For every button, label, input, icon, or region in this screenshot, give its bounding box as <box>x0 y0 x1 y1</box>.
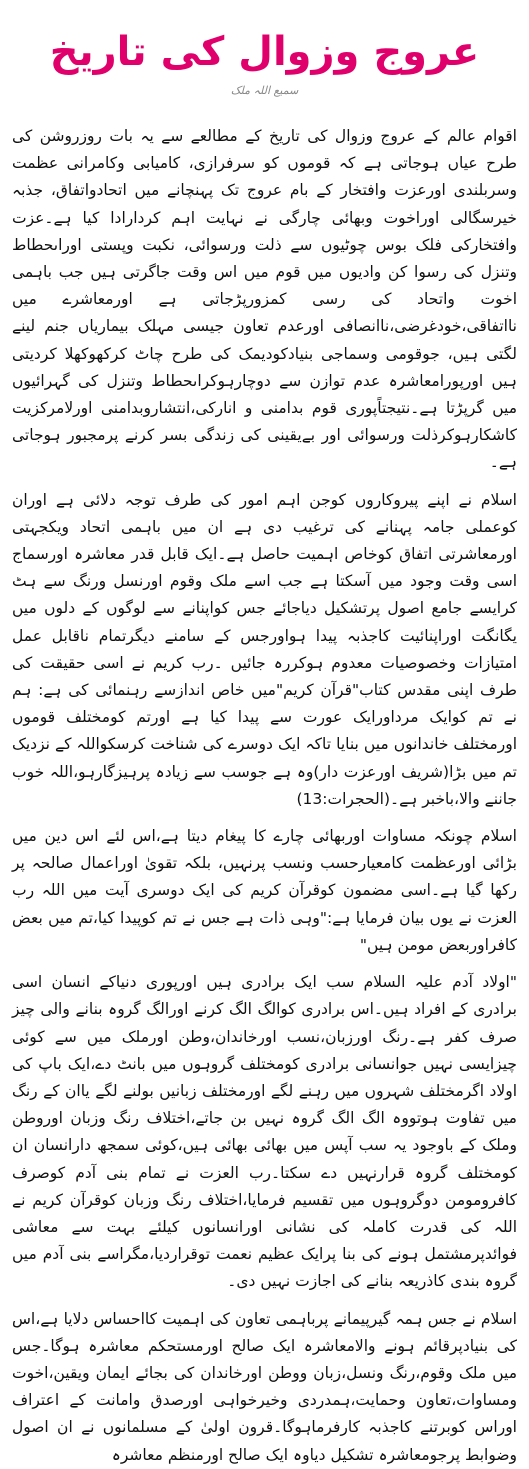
article-paragraph-4: "اولاد آدم علیہ السلام سب ایک برادری ہیں اورپوری دنیاکے انسان اسی برادری کے افراد ہیں۔اس برادری کوالگ الگ کرنے اورالگ گروہ بنانے والی چیز صرف کفر ہے۔رنگ اورزبان،نسب اورخاندان،وطن اورملک میں سے کوئی چیزایسی نہیں جوانسانی برادری کومختلف گروہوں میں بانٹ دے،ایک باپ کی اولاد اگرمختلف شہروں میں رہنے لگے اورمختلف زبانیں بولنے لگے یاان کے رنگ میں تفاوت ہوتووہ الگ الگ گروہ نہیں بن جاتے،اختلاف رنگ وزبان اوروطن وملک کے باوجود یہ سب آپس میں بھائی بھائی ہیں،کوئی سمجھ دارانسان ان کومختلف گروہ قرارنہیں دے سکتا۔رب العزت نے تمام بنی آدم کوصرف کافرومومن دوگروہوں میں تقسیم فرمایا،اختلاف رنگ وزبان کوقرآن کریم نے اللہ کی قدرت کاملہ کی نشانی اورانسانوں کیلئے بہت سے معاشی فوائدپرمشتمل ہونے کی بنا پرایک عظیم نعمت توقراردیا،مگراسے بنی آدم میں گروہ بندی کاذریعہ بنانے کی اجازت نہیں دی۔ <box>12 973 517 1291</box>
article-paragraph-2: اسلام نے اپنے پیروکاروں کوجن اہم امور کی طرف توجہ دلائی ہے اوران کوعملی جامہ پہنانے کی ترغیب دی ہے ان میں باہمی اتحاد ویکجہتی اورمعاشرتی اتفاق کوخاص اہمیت حاصل ہے۔ایک قابل قدر معاشرہ اورسماج اسی وقت وجود میں آسکتا ہے جب اسے ملک وقوم اورنسل ورنگ سے ہٹ کرایسے جامع اصول پرتشکیل دیاجائے جس کواپنانے سے لوگوں کے دلوں میں یگانگت اوراپنائیت کاجذبہ پیدا ہواورجس کے سامنے دیگرتمام ناقابل عمل امتیازات وخصوصیات معدوم ہوکررہ جائیں ۔رب کریم نے اسی حقیقت کی طرف اپنی مقدس کتاب"قرآن کریم"میں خاص اندازسے رہنمائی کی ہے: ہم نے تم کوایک مرداورایک عورت سے پیدا کیا ہے اورتم کومختلف قوموں اورمختلف خاندانوں میں بنایا تاکہ ایک دوسرے کی شناخت کرسکواللہ کے نزدیک تم میں بڑا(شریف اورعزت دار)وہ ہے جوسب سے زیادہ پرہیزگارہو،اللہ خوب جاننے والا،باخبر ہے۔(الحجرات:13) <box>12 490 517 808</box>
article-title: عروج وزوال کی تاریخ <box>49 29 480 75</box>
article-paragraph-3: اسلام چونکہ مساوات اوربھائی چارے کا پیغام دیتا ہے،اس لئے اس دین میں بڑائی اورعظمت کامعیارحسب ونسب پرنہیں، بلکہ تقویٰ اوراعمال صالحہ پر رکھا گیا ہے۔اسی مضمون کوقرآن کریم کی ایک دوسری آیت میں اللہ رب العزت نے یوں بیان فرمایا ہے:"وہی ذات ہے جس نے تم کوپیدا کیا،تم میں بعض کافراوربعض مومن ہیں" <box>12 827 517 954</box>
article-paragraph-1: اقوام عالم کے عروج وزوال کی تاریخ کے مطالعے سے یہ بات روزروشن کی طرح عیاں ہوجاتی ہے کہ قوموں کو سرفرازی، کامیابی وکامرانی عظمت وسربلندی اورعزت وافتخار کے بام عروج تک پہنچانے میں اتحادواتفاق، جذبہ خیرسگالی اوراخوت وبھائی چارگی نے نہایت اہم کردارادا کیا ہے۔عزت وافتخارکی فلک بوس چوٹیوں سے ذلت ورسوائی، نکبت وپستی اوراںحطاط وتنزل کی رسوا کن وادیوں میں قوم میں اس وقت جاگرتی ہیں جب باہمی اخوت واتحاد کی رسی کمزورپڑجاتی ہے اورمعاشرے میں نااتفاقی،خودغرضی،ناانصافی اورعدم تعاون جیسی مہلک بیماریاں جنم لینے لگتی ہیں، جوقومی وسماجی بنیادکودیمک کی طرح چاٹ کرکھوکھلا کردیتی ہیں اورپورامعاشرہ عدم توازن سے دوچارہوکراںحطاط وتنزل کی گہرائیوں میں گرپڑتا ہے۔نتیجتاًپوری قوم بدامنی و انارکی،انتشاروبدامنی اورلامرکزیت کاشکارہوکرذلت ورسوائی اور بےیقینی کی زندگی بسر کرنے پرمجبور ہوجاتی ہے۔ <box>12 127 517 472</box>
article-body <box>12 123 517 1469</box>
article-paragraph-5: اسلام نے جس ہمہ گیرپیمانے پرباہمی تعاون کی اہمیت کااحساس دلایا ہے،اس کی بنیادپرقائم ہونے والامعاشرہ ایک صالح اورمستحکم معاشرہ ہوگا۔جس میں ملک وقوم،رنگ ونسل،زبان ووطن اورخاندان کی بجائے ایمان ویقین،اخوت ومساوات،تعاون وحمایت،ہمدردی وخیرخواہی اورصدق وامانت کے اعتراف اوراس کوبرتنے کاجذبہ کارفرماہوگا۔قرون اولیٰ کے مسلمانوں نے ان اصول وضوابط پرجومعاشرہ تشکیل دیاوہ ایک صالح اورمنظم معاشرہ <box>12 1309 517 1464</box>
author-byline: سمیع اللہ ملک <box>230 84 299 97</box>
